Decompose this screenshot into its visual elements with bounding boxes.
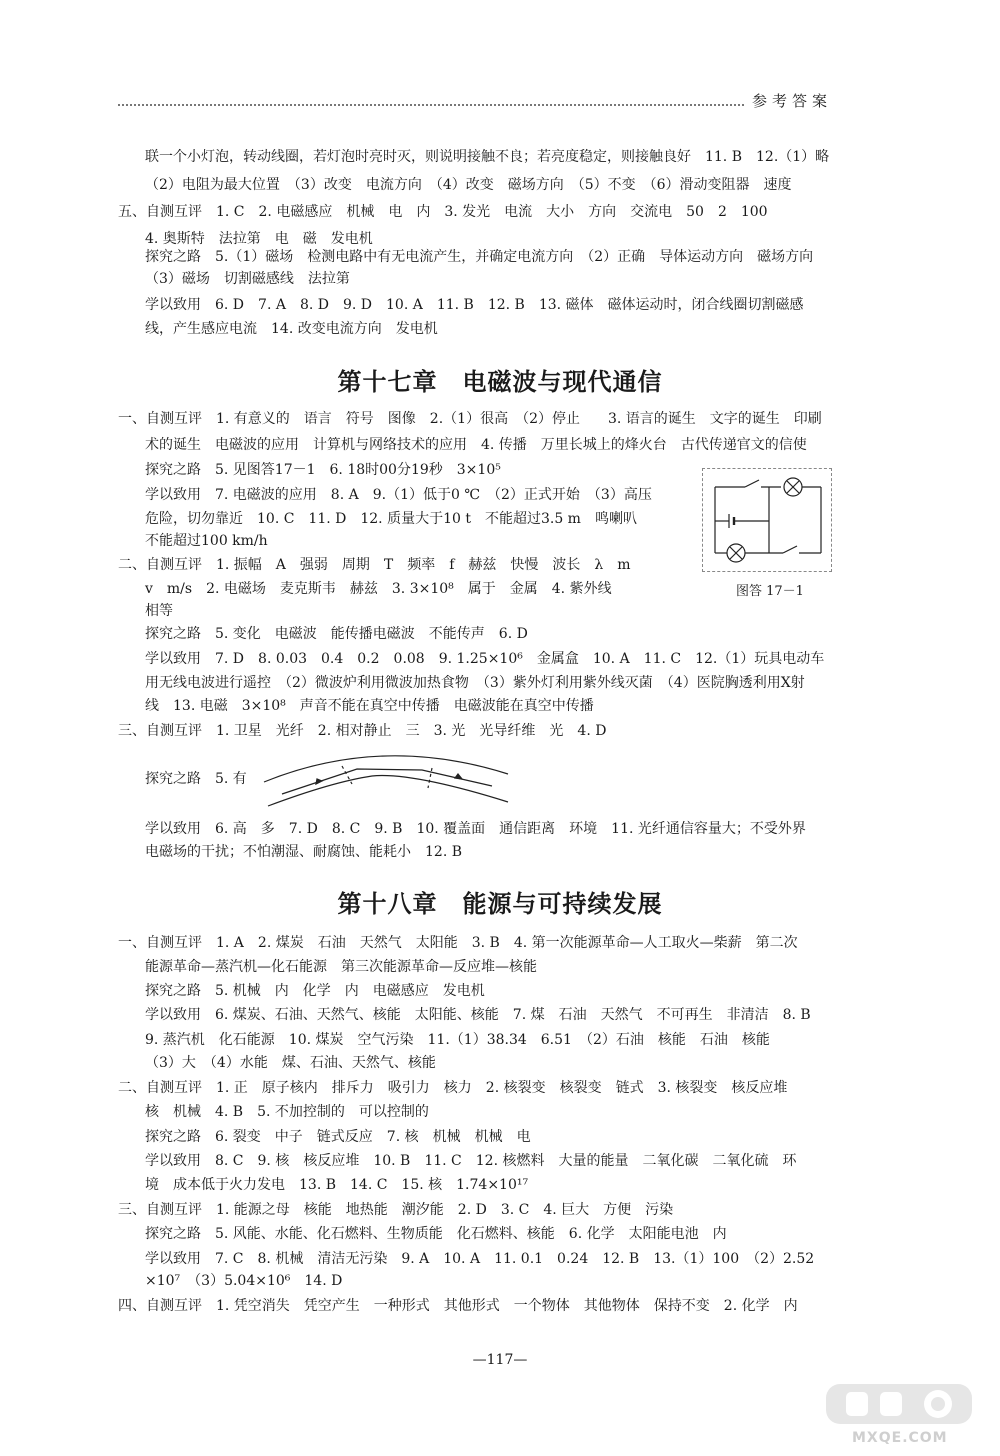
- answer-line: 学以致用 6. 高 多 7. D 8. C 9. B 10. 覆盖面 通信距离 环境 11. 光纤通信容量大；不受外界: [145, 821, 806, 837]
- answer-line: v m/s 2. 电磁场 麦克斯韦 赫兹 3. 3×10⁸ 属于 金属 4. 紫外线: [145, 581, 612, 597]
- answer-line: （3）大 （4）水能 煤、石油、天然气、核能: [145, 1055, 436, 1071]
- answer-line: 三、自测互评 1. 能源之母 核能 地热能 潮汐能 2. D 3. C 4. 巨大 方便 污染: [118, 1202, 674, 1218]
- answer-line: 术的诞生 电磁波的应用 计算机与网络技术的应用 4. 传播 万里长城上的烽火台 古代传递官文的信使: [145, 437, 807, 453]
- answer-line: 学以致用 8. C 9. 核 核反应堆 10. B 11. C 12. 核燃料 大量的能量 二氧化碳 二氧化硫 环: [145, 1153, 797, 1169]
- watermark-text: MXQE.COM: [852, 1430, 948, 1446]
- answer-line: 能源革命—蒸汽机—化石能源 第三次能源革命—反应堆—核能: [145, 959, 537, 975]
- answer-line: 用无线电波进行遥控 （2）微波炉利用微波加热食物 （3）紫外灯利用紫外线灭菌 （4）医院胸透利用X射: [145, 675, 805, 691]
- answer-line: 境 成本低于火力发电 13. B 14. C 15. 核 1.74×10¹⁷: [145, 1177, 529, 1193]
- circuit-figure: [702, 468, 832, 572]
- answer-line: 探究之路 5. 风能、水能、化石燃料、生物质能 化石燃料、核能 6. 化学 太阳能电池 内: [145, 1226, 727, 1242]
- chapter-17-title: 第十七章 电磁波与现代通信: [337, 368, 663, 396]
- answer-line: 学以致用 7. C 8. 机械 清洁无污染 9. A 10. A 11. 0.1 0.24 12. B 13.（1）100 （2）2.52: [145, 1251, 815, 1267]
- answer-line: 五、自测互评 1. C 2. 电磁感应 机械 电 内 3. 发光 电流 大小 方向 交流电 50 2 100: [118, 204, 768, 220]
- answer-line: 电磁场的干扰；不怕潮湿、耐腐蚀、能耗小 12. B: [145, 844, 463, 860]
- chapter-18-title: 第十八章 能源与可持续发展: [337, 890, 663, 918]
- answer-line: 三、自测互评 1. 卫星 光纤 2. 相对静止 三 3. 光 光导纤维 光 4. D: [118, 723, 607, 739]
- answer-line: 探究之路 5. 有: [145, 771, 247, 787]
- answer-line: 探究之路 5.（1）磁场 检测电路中有无电流产生，并确定电流方向 （2）正确 导体运动方向 磁场方向: [145, 249, 814, 265]
- answer-line: 二、自测互评 1. 振幅 A 强弱 周期 T 频率 f 赫兹 快慢 波长 λ m: [118, 557, 631, 573]
- header-title: 参考答案: [752, 92, 833, 110]
- answer-line: ×10⁷ （3）5.04×10⁶ 14. D: [145, 1273, 343, 1289]
- answer-line: 四、自测互评 1. 凭空消失 凭空产生 一种形式 其他形式 一个物体 其他物体 保持不变 2. 化学 内: [118, 1298, 798, 1314]
- answer-line: 探究之路 5. 变化 电磁波 能传播电磁波 不能传声 6. D: [145, 626, 528, 642]
- answer-line: 危险，切勿靠近 10. C 11. D 12. 质量大于10 t 不能超过3.5 m 鸣喇叭: [145, 511, 637, 527]
- answer-line: 一、自测互评 1. A 2. 煤炭 石油 天然气 太阳能 3. B 4. 第一次能源革命—人工取火—柴薪 第二次: [118, 935, 798, 951]
- optical-path-diagram: [262, 742, 512, 812]
- answer-line: 学以致用 6. D 7. A 8. D 9. D 10. A 11. B 12. B 13. 磁体 磁体运动时，闭合线圈切割磁感: [145, 297, 804, 313]
- answer-line: 相等: [145, 603, 173, 619]
- answer-line: 学以致用 6. 煤炭、石油、天然气、核能 太阳能、核能 7. 煤 石油 天然气 不可再生 非清洁 8. B: [145, 1007, 811, 1023]
- answer-line: （2）电阻为最大位置 （3）改变 电流方向 （4）改变 磁场方向 （5）不变 （6）滑动变阻器 速度: [145, 177, 792, 193]
- answer-line: 不能超过100 km/h: [145, 533, 268, 549]
- circuit-diagram: [703, 469, 831, 571]
- answer-line: 线，产生感应电流 14. 改变电流方向 发电机: [145, 321, 438, 337]
- answer-line: 线 13. 电磁 3×10⁸ 声音不能在真空中传播 电磁波能在真空中传播: [145, 698, 594, 714]
- answer-line: 一、自测互评 1. 有意义的 语言 符号 图像 2.（1）很高 （2）停止 3. 语言的诞生 文字的诞生 印刷: [118, 411, 822, 427]
- answer-line: 9. 蒸汽机 化石能源 10. 煤炭 空气污染 11.（1）38.34 6.51 （2）石油 核能 石油 核能: [145, 1032, 770, 1048]
- figure-caption: 图答 17－1: [736, 584, 804, 599]
- answer-line: 学以致用 7. 电磁波的应用 8. A 9.（1）低于0 ℃ （2）正式开始 （3）高压: [145, 487, 652, 503]
- answer-line: 4. 奥斯特 法拉第 电 磁 发电机: [145, 231, 373, 247]
- answer-line: 探究之路 6. 裂变 中子 链式反应 7. 核 机械 机械 电: [145, 1129, 531, 1145]
- answer-line: 二、自测互评 1. 正 原子核内 排斥力 吸引力 核力 2. 核裂变 核裂变 链式 3. 核裂变 核反应堆: [118, 1080, 788, 1096]
- page-number: —117—: [472, 1352, 528, 1368]
- answer-line: 学以致用 7. D 8. 0.03 0.4 0.2 0.08 9. 1.25×10⁶ 金属盒 10. A 11. C 12.（1）玩具电动车: [145, 651, 825, 667]
- answer-line: 探究之路 5. 见图答17－1 6. 18时00分19秒 3×10⁵: [145, 462, 501, 478]
- answer-line: 联一个小灯泡，转动线圈，若灯泡时亮时灭，则说明接触不良；若亮度稳定，则接触良好 11. B 12.（1）略: [145, 149, 830, 165]
- answer-line: 核 机械 4. B 5. 不加控制的 可以控制的: [145, 1104, 429, 1120]
- header-rule: [118, 104, 744, 106]
- answer-line: （3）磁场 切割磁感线 法拉第: [145, 271, 350, 287]
- answer-line: 探究之路 5. 机械 内 化学 内 电磁感应 发电机: [145, 983, 485, 999]
